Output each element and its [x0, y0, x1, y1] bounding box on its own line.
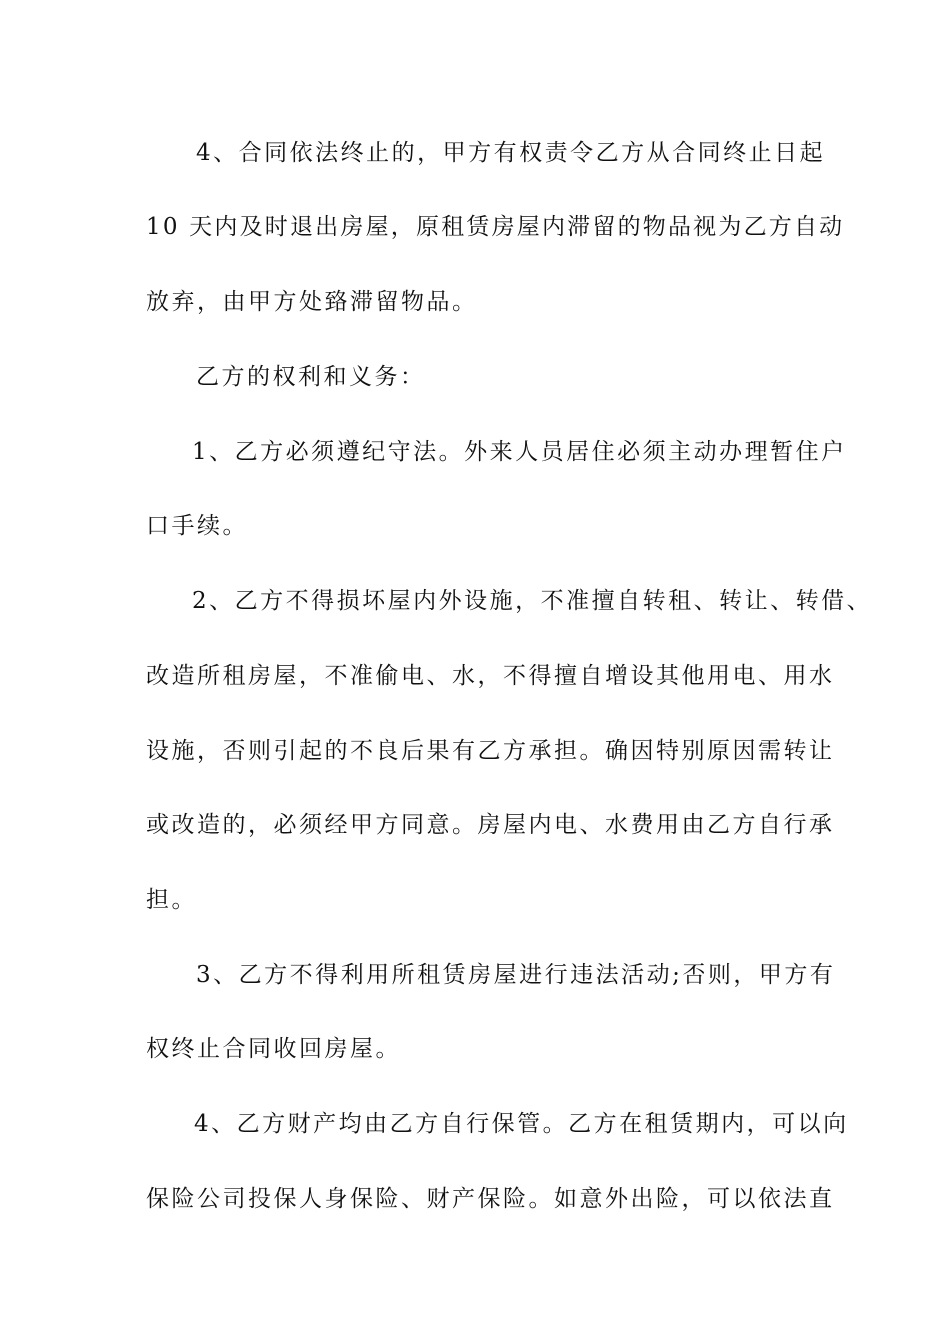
paragraph-2-line-3: 设施，否则引起的不良后果有乙方承担。确因特别原因需转让: [146, 738, 835, 764]
paragraph-2-line-5: 担。: [146, 887, 197, 913]
paragraph-4-termination-line-2: 10 天内及时退出房屋，原租赁房屋内滞留的物品视为乙方自动: [146, 214, 845, 240]
paragraph-3-line-2: 权终止合同收回房屋。: [146, 1036, 401, 1062]
paragraph-1-line-1: 1、乙方必须遵纪守法。外来人员居住必须主动办理暂住户: [192, 439, 847, 465]
paragraph-4-termination-line-3: 放弃，由甲方处臵滞留物品。: [146, 289, 478, 315]
paragraph-4-termination-line-1: 4、合同依法终止的，甲方有权责令乙方从合同终止日起: [196, 140, 826, 166]
paragraph-2-line-4: 或改造的，必须经甲方同意。房屋内电、水费用由乙方自行承: [146, 812, 835, 838]
paragraph-2-line-1: 2、乙方不得损坏屋内外设施，不准擅自转租、转让、转借、: [192, 588, 873, 614]
paragraph-1-line-2: 口手续。: [146, 513, 248, 539]
paragraph-2-line-2: 改造所租房屋，不准偷电、水，不得擅自增设其他用电、用水: [146, 663, 835, 689]
paragraph-4-property-line-2: 保险公司投保人身保险、财产保险。如意外出险，可以依法直: [146, 1186, 835, 1212]
paragraph-4-property-line-1: 4、乙方财产均由乙方自行保管。乙方在租赁期内，可以向: [194, 1111, 849, 1137]
tenant-rights-heading: 乙方的权利和义务：: [196, 364, 426, 390]
paragraph-3-line-1: 3、乙方不得利用所租赁房屋进行违法活动;否则，甲方有: [196, 962, 836, 988]
